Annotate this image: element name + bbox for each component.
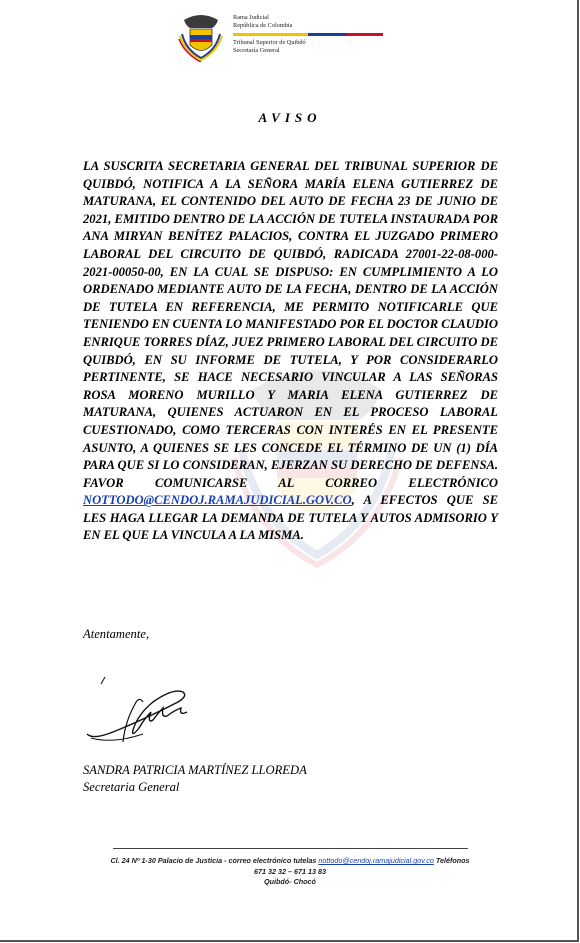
flag-color-bar — [233, 33, 383, 36]
footer-email-link[interactable]: nottodo@cendoj.ramajudicial.gov.co — [318, 856, 434, 865]
office-line1: Tribunal Superior de Quibdó — [233, 39, 306, 46]
footer-address: Cl. 24 Nº 1-30 Palacio de Justicia - correo electrónico tutelas — [110, 856, 319, 865]
institution-name — [233, 14, 292, 30]
institution-line2: República de Colombia — [233, 22, 293, 29]
footer-city: Quibdó- Chocó — [264, 877, 316, 886]
handwritten-signature-icon — [83, 672, 203, 752]
office-name — [233, 39, 306, 55]
footer-divider — [113, 848, 468, 849]
signer-name: SANDRA PATRICIA MARTÍNEZ LLOREDA — [83, 763, 307, 777]
office-line2: Secretaría General — [233, 47, 280, 54]
document-title: AVISO — [258, 110, 322, 125]
notice-body-part2: , A EFECTOS QUE SE LES HAGA LLEGAR LA DEMANDA DE TUTELA Y AUTOS ADMISORIO Y EN EL QUE LA VINCULA A LA MISMA. — [83, 493, 498, 543]
institution-line1: Rama Judicial — [233, 14, 269, 21]
closing-salutation: Atentamente, — [83, 627, 150, 641]
letterhead — [176, 12, 386, 62]
notice-body — [83, 158, 498, 545]
footer-phones-label: Teléfonos — [433, 856, 470, 865]
footer — [70, 856, 510, 888]
footer-phones: 671 32 32 – 671 13 83 — [254, 866, 326, 876]
coat-of-arms-icon — [176, 12, 226, 62]
notification-email-link[interactable]: NOTTODO@CENDOJ.RAMAJUDICIAL.GOV.CO — [83, 493, 352, 508]
signer-block — [83, 762, 307, 796]
notice-body-part1: LA SUSCRITA SECRETARIA GENERAL DEL TRIBUNAL SUPERIOR DE QUIBDÓ, NOTIFICA A LA SEÑORA MARÍA ELENA GUTIERREZ DE MATURANA, EL CONTENIDO DEL AUTO DE FECHA 23 DE JUNIO DE 2021, EMITIDO DENTRO DE LA ACCIÓN DE TUTELA INSTAURADA POR ANA MIRYAN BENÍTEZ PALACIOS, CONTRA EL JUZGADO PRIMERO LABORAL DEL CIRCUITO DE QUIBDÓ, RADICADA 27001-22-08-000-2021-00050-00, EN LA CUAL SE DISPUSO: EN CUMPLIMIENTO A LO ORDENADO MEDIANTE AUTO DE LA FECHA, DENTRO DE LA ACCIÓN DE TUTELA EN REFERENCIA, ME PERMITO NOTIFICARLE QUE TENIENDO EN CUENTA LO MANIFESTADO POR EL DOCTOR CLAUDIO ENRIQUE TORRES DÍAZ, JUEZ PRIMERO LABORAL DEL CIRCUITO DE QUIBDÓ, EN SU INFORME DE TUTELA, Y POR CONSIDERARLO PERTINENTE, SE HACE NECESARIO VINCULAR A LAS SEÑORAS ROSA MORENO MURILLO Y MARIA ELENA GUTIERREZ DE MATURANA, QUIENES ACTUARON EN EL PROCESO LABORAL CUESTIONADO, COMO TERCERAS CON INTERÉS EN EL PRESENTE ASUNTO, A QUIENES SE LES CONCEDE EL TÉRMINO DE UN (1) DÍA PARA QUE SI LO CONSIDERAN, EJERZAN SU DERECHO DE DEFENSA. FAVOR COMUNICARSE AL CORREO ELECTRÓNICO — [83, 159, 498, 490]
footer-address-line — [70, 856, 510, 867]
signer-title: Secretaria General — [83, 780, 180, 794]
